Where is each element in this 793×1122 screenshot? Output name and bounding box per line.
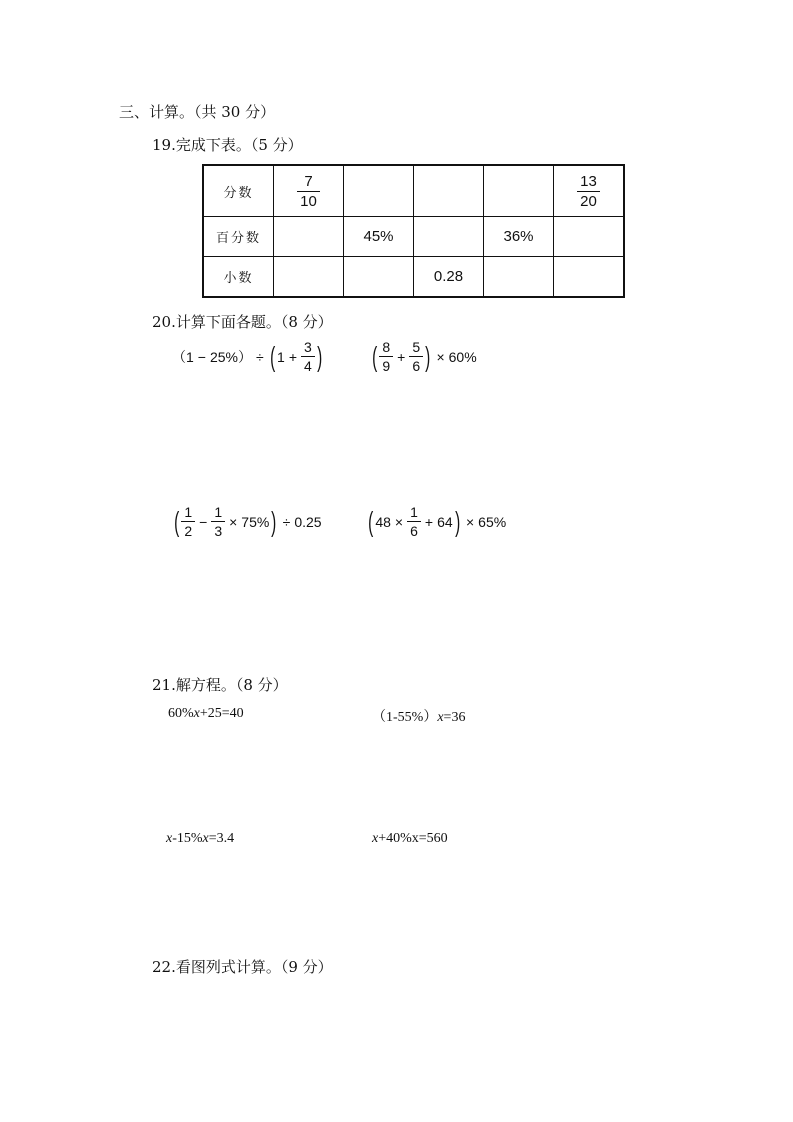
variable-x: x <box>372 831 379 846</box>
blank-cell[interactable] <box>414 165 484 217</box>
blank-cell[interactable] <box>344 257 414 298</box>
times-sign: × <box>394 513 404 530</box>
table-row <box>203 217 624 257</box>
equation-3 <box>166 831 234 847</box>
times-sign: × <box>229 513 238 530</box>
divide-sign: ÷ <box>256 348 264 365</box>
blank-cell[interactable] <box>484 257 554 298</box>
percent-value: 60% <box>448 348 477 365</box>
equation-2 <box>372 706 465 726</box>
number: 64 <box>437 513 453 530</box>
fraction-numerator: 1 <box>184 504 193 520</box>
variable-x: x <box>193 706 200 721</box>
times-sign: × <box>436 348 445 365</box>
fraction-denominator: 3 <box>214 523 223 539</box>
fraction-numerator: 13 <box>580 172 597 190</box>
row-label-percent: 百分数 <box>203 217 274 257</box>
number: 0.25 <box>294 513 322 530</box>
fraction-numerator: 7 <box>304 172 313 190</box>
minus-sign: − <box>197 348 206 365</box>
big-open-paren: ( <box>368 505 374 537</box>
expression-3 <box>172 505 322 538</box>
times-sign: × <box>465 513 475 530</box>
q21-title: 21.解方程。（8 分） <box>152 676 288 694</box>
blank-cell[interactable] <box>554 257 625 298</box>
fraction-denominator: 6 <box>410 523 418 539</box>
fraction-denominator: 2 <box>184 523 193 539</box>
percent-value: 65% <box>478 513 507 530</box>
row-label-fraction: 分数 <box>203 165 274 217</box>
minus-sign: − <box>199 513 208 530</box>
percent-value: 75% <box>241 513 270 530</box>
equation-part: +25=40 <box>199 706 244 721</box>
fraction <box>211 505 225 538</box>
equation-4 <box>372 831 448 847</box>
fraction <box>407 505 421 538</box>
fraction <box>409 340 423 373</box>
percent-value: 25% <box>209 348 239 365</box>
table-row <box>203 257 624 298</box>
open-paren: （ <box>172 348 186 365</box>
close-paren: ） <box>238 348 253 365</box>
plus-sign: + <box>424 513 434 530</box>
blank-cell[interactable] <box>274 257 344 298</box>
fraction <box>301 340 315 373</box>
number: 1 <box>186 348 194 365</box>
equation-part: 60% <box>168 706 194 721</box>
conversion-table <box>202 164 625 298</box>
big-close-paren: ) <box>271 505 277 537</box>
fraction-denominator: 10 <box>300 192 317 210</box>
blank-cell[interactable] <box>484 165 554 217</box>
q22-title: 22.看图列式计算。（9 分） <box>152 958 333 976</box>
cell-percent-4: 36% <box>484 217 554 257</box>
fraction-numerator: 8 <box>382 339 391 355</box>
fraction <box>181 505 195 538</box>
equation-1 <box>168 706 244 722</box>
q19-title: 19.完成下表。（5 分） <box>152 136 303 154</box>
table-row <box>203 165 624 217</box>
row-label-decimal: 小数 <box>203 257 274 298</box>
number: 48 <box>375 513 391 530</box>
blank-cell[interactable] <box>554 217 625 257</box>
big-close-paren: ) <box>454 505 460 537</box>
fraction-numerator: 1 <box>214 504 223 520</box>
big-open-paren: ( <box>174 505 180 537</box>
equation-part: =36 <box>443 710 466 725</box>
expression-1 <box>172 340 324 373</box>
fraction-numerator: 1 <box>410 504 418 520</box>
fraction-denominator: 20 <box>580 192 597 210</box>
expression-4 <box>366 505 506 538</box>
fraction-denominator: 9 <box>382 358 391 374</box>
divide-sign: ÷ <box>282 513 291 530</box>
number: 1 <box>277 348 285 365</box>
equation-part: （1-55%） <box>372 710 438 725</box>
cell-fraction-5 <box>554 165 625 217</box>
fraction-denominator: 4 <box>304 358 312 374</box>
cell-decimal-3: 0.28 <box>414 257 484 298</box>
cell-fraction-1 <box>274 165 344 217</box>
section-title: 三、计算。（共 30 分） <box>119 103 276 121</box>
big-close-paren: ) <box>316 340 323 372</box>
fraction-numerator: 3 <box>304 339 312 355</box>
variable-x: x <box>166 831 173 846</box>
equation-part: =3.4 <box>208 831 235 846</box>
variable-x: x <box>202 831 209 846</box>
expression-2 <box>370 340 477 373</box>
fraction <box>379 340 393 373</box>
plus-sign: + <box>397 348 406 365</box>
equation-part: -15% <box>172 831 203 846</box>
plus-sign: + <box>288 348 298 365</box>
equation-part: +40%x=560 <box>378 831 448 846</box>
blank-cell[interactable] <box>274 217 344 257</box>
big-close-paren: ) <box>425 340 431 372</box>
big-open-paren: ( <box>372 340 378 372</box>
big-open-paren: ( <box>269 340 275 372</box>
blank-cell[interactable] <box>344 165 414 217</box>
variable-x: x <box>437 710 444 725</box>
blank-cell[interactable] <box>414 217 484 257</box>
cell-percent-2: 45% <box>344 217 414 257</box>
q20-title: 20.计算下面各题。（8 分） <box>152 313 333 331</box>
fraction-denominator: 6 <box>412 358 421 374</box>
fraction-numerator: 5 <box>412 339 421 355</box>
